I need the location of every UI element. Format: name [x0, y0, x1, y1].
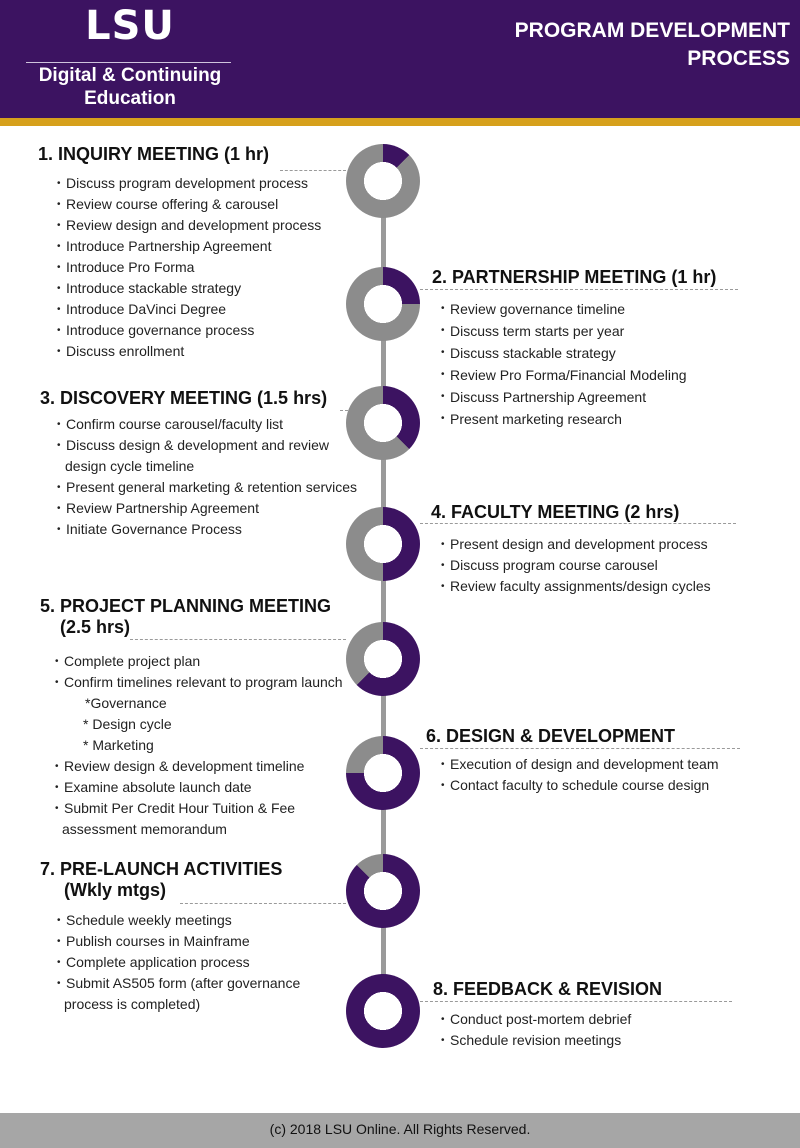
- lsu-logo: LSU: [85, 3, 175, 49]
- step-4-list: [441, 534, 711, 597]
- step-7-title: [40, 859, 282, 901]
- step-3-connector: [340, 410, 348, 411]
- step-5-title: [40, 596, 331, 638]
- list-item-continuation: process is completed): [64, 996, 201, 1012]
- list-item-continuation: assessment memorandum: [62, 821, 227, 837]
- list-item: • Review design & development timeline: [55, 756, 343, 777]
- list-item: • Review faculty assignments/design cycles: [441, 576, 711, 597]
- step-4-connector: [420, 523, 736, 524]
- list-item: • Discuss design & development and review: [57, 435, 357, 456]
- list-item: • Schedule weekly meetings: [57, 910, 300, 931]
- list-item: • Review Pro Forma/Financial Modeling: [441, 364, 687, 386]
- step-8-progress-donut: [346, 974, 420, 1048]
- list-sub-item: * Design cycle: [83, 716, 172, 732]
- step-8-title: 8. FEEDBACK & REVISION: [433, 979, 663, 999]
- list-item: • Review course offering & carousel: [57, 194, 321, 215]
- list-item: • Execution of design and development team: [441, 754, 719, 775]
- page-footer: [0, 1113, 800, 1148]
- list-item: • Conduct post-mortem debrief: [441, 1009, 631, 1030]
- logo-subtitle: [26, 64, 234, 110]
- step-5-connector: [130, 639, 346, 640]
- list-item: • Introduce Partnership Agreement: [57, 236, 321, 257]
- logo-divider: [26, 62, 231, 63]
- list-item: • Publish courses in Mainframe: [57, 931, 300, 952]
- step-1-list: [57, 173, 321, 362]
- header-accent-bar: [0, 118, 800, 126]
- list-item: • Confirm course carousel/faculty list: [57, 414, 357, 435]
- step-7-connector: [180, 903, 346, 904]
- list-item: • Review Partnership Agreement: [57, 498, 357, 519]
- step-6-progress-donut: [346, 736, 420, 810]
- list-item: • Discuss enrollment: [57, 341, 321, 362]
- list-item: • Present general marketing & retention services: [57, 477, 357, 498]
- step-8-connector: [420, 1001, 732, 1002]
- page-header: [0, 0, 800, 118]
- list-item: • Introduce governance process: [57, 320, 321, 341]
- list-item: • Contact faculty to schedule course design: [441, 775, 719, 796]
- logo-subtitle-line2: Education: [84, 88, 176, 109]
- list-item: • Introduce Pro Forma: [57, 257, 321, 278]
- step-4-progress-donut: [346, 507, 420, 581]
- list-item: • Present design and development process: [441, 534, 711, 555]
- list-item: • Discuss program course carousel: [441, 555, 711, 576]
- step-6-connector: [420, 748, 740, 749]
- step-3-title: 3. DISCOVERY MEETING (1.5 hrs): [40, 388, 328, 408]
- step-2-title: 2. PARTNERSHIP MEETING (1 hr): [432, 267, 717, 287]
- page-title: [470, 17, 790, 73]
- list-item: • Discuss term starts per year: [441, 320, 687, 342]
- step-5-list: [55, 651, 343, 840]
- list-item: • Complete application process: [57, 952, 300, 973]
- list-item-continuation: design cycle timeline: [65, 458, 195, 474]
- list-item: • Examine absolute launch date: [55, 777, 343, 798]
- step-7-title-line2: (Wkly mtgs): [64, 880, 167, 900]
- list-item: • Present marketing research: [441, 408, 687, 430]
- list-item: • Discuss stackable strategy: [441, 342, 687, 364]
- step-7-progress-donut: [346, 854, 420, 928]
- list-item: • Discuss program development process: [57, 173, 321, 194]
- step-7-list: [57, 910, 300, 1015]
- list-item: • Submit Per Credit Hour Tuition & Fee: [55, 798, 343, 819]
- page-title-line1: PROGRAM DEVELOPMENT: [514, 19, 790, 42]
- step-6-title: 6. DESIGN & DEVELOPMENT: [426, 726, 676, 746]
- page-title-line2: PROCESS: [687, 47, 790, 70]
- list-sub-item: * Marketing: [83, 737, 154, 753]
- step-1-progress-donut: [346, 144, 420, 218]
- list-item: • Complete project plan: [55, 651, 343, 672]
- step-7-title-line1: 7. PRE-LAUNCH ACTIVITIES: [40, 859, 283, 879]
- step-8-list: [441, 1009, 631, 1051]
- list-sub-item: *Governance: [85, 695, 167, 711]
- step-2-list: [441, 298, 687, 430]
- step-3-progress-donut: [346, 386, 420, 460]
- step-5-progress-donut: [346, 622, 420, 696]
- list-item: • Review design and development process: [57, 215, 321, 236]
- step-2-progress-donut: [346, 267, 420, 341]
- list-item: • Introduce DaVinci Degree: [57, 299, 321, 320]
- logo-subtitle-line1: Digital & Continuing: [38, 65, 222, 86]
- step-2-connector: [420, 289, 738, 290]
- step-6-list: [441, 754, 719, 796]
- list-item: • Schedule revision meetings: [441, 1030, 631, 1051]
- list-item: • Discuss Partnership Agreement: [441, 386, 687, 408]
- step-5-title-line1: 5. PROJECT PLANNING MEETING: [40, 596, 332, 616]
- step-1-title: 1. INQUIRY MEETING (1 hr): [38, 144, 270, 164]
- list-item: • Submit AS505 form (after governance: [57, 973, 300, 994]
- list-item: • Initiate Governance Process: [57, 519, 357, 540]
- list-item: • Introduce stackable strategy: [57, 278, 321, 299]
- copyright-text: (c) 2018 LSU Online. All Rights Reserved.: [269, 1121, 531, 1137]
- list-item: • Confirm timelines relevant to program launch: [55, 672, 343, 693]
- step-3-list: [57, 414, 357, 540]
- step-5-title-line2: (2.5 hrs): [60, 617, 131, 637]
- step-4-title: 4. FACULTY MEETING (2 hrs): [431, 502, 680, 522]
- list-item: • Review governance timeline: [441, 298, 687, 320]
- step-1-connector: [280, 170, 346, 171]
